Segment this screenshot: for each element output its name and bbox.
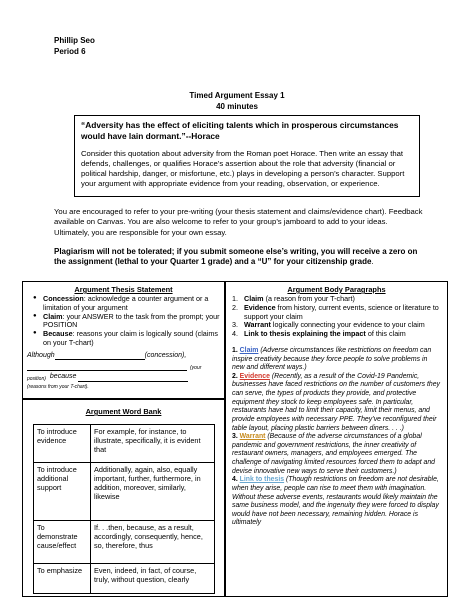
body-paragraphs-list bbox=[232, 295, 441, 339]
title-line-1: Timed Argument Essay 1 bbox=[189, 91, 285, 100]
thesis-title: Argument Thesis Statement bbox=[74, 285, 173, 294]
word-bank-label: To introduce additional support bbox=[34, 463, 91, 521]
plagiarism-part-2: for your citizenship grade bbox=[271, 257, 372, 267]
body-paragraph-item: 1. Claim (a reason from your T-chart) bbox=[232, 294, 355, 304]
essay-body bbox=[232, 347, 441, 528]
essay-evidence: 2. Evidence (Recently, as a result of the Covid-19 Pandemic, businesses have faced restrictions on the number of customers they can serve, the types of products they provide, and protective equipment they stock to keep employees safe. In particular, restaurants have had to limit their capacity, limit their menus, and provide employees with necessary PPE. They’ve reconfigured their table layout, placing plastic barriers between diners. . . .) bbox=[232, 372, 440, 432]
word-bank-title: Argument Word Bank bbox=[85, 407, 162, 416]
plagiarism-grade: “U” bbox=[257, 257, 272, 267]
position-blank[interactable] bbox=[27, 363, 187, 371]
student-header bbox=[54, 36, 95, 58]
body-paragraph-item: 4. Link to thesis explaining the impact of this claim bbox=[232, 329, 406, 339]
instructions-paragraph: You are encouraged to refer to your pre-writing (your thesis statement and claims/evidence chart). Feedback available on Canvas. You are also welcome to refer to your group’s jamboard to add to your ideas. Ultimately, you are responsible for your own essay. bbox=[54, 207, 423, 237]
essay-claim: 1. Claim (Adverse circumstances like restrictions on freedom can inspire creativity because they force people to solve problems in new and different ways.) bbox=[232, 346, 432, 372]
title-line-2: 40 minutes bbox=[216, 101, 258, 111]
thesis-item: ● Because: reasons your claim is logically sound (claims on your T-chart) bbox=[31, 330, 220, 348]
body-paragraph-item: 2. Evidence from history, current events, science or literature to support your claim bbox=[232, 302, 439, 321]
thesis-fill-row-3 bbox=[27, 373, 220, 382]
concession-label: (concession), bbox=[144, 351, 187, 359]
student-name: Phillip Seo bbox=[54, 36, 95, 45]
thesis-item: ● Concession: acknowledge a counter argument or a limitation of your argument bbox=[31, 295, 220, 313]
essay-warrant: 3. Warrant (Because of the adverse circumstances of a global pandemic and government restrictions, the inner creativity of restaurant owners, managers, and employees emerged. The challenge of navigating limited resources forced them to adapt and devise innovative new ways to serve their customers.) bbox=[232, 433, 436, 475]
word-bank-label: To demonstrate cause/effect bbox=[34, 521, 91, 564]
evidence-label: Evidence bbox=[239, 372, 270, 380]
your-label: (your bbox=[190, 365, 202, 372]
link-to-thesis-label: Link to thesis bbox=[239, 476, 285, 484]
although-label: Although bbox=[27, 351, 55, 359]
word-bank-row bbox=[34, 564, 215, 594]
body-paragraph-item: 3. Warrant logically connecting your evidence to your claim bbox=[232, 320, 425, 330]
prompt-box bbox=[74, 115, 420, 197]
body-paragraphs-box bbox=[225, 281, 448, 597]
word-bank-row bbox=[34, 521, 215, 564]
prompt-consider: Consider this quotation about adversity from the Roman poet Horace. Then write an essay that defends, challenges, or qualifies Horace’s assertion about the role that adversity (financial or political hardship, danger, or misfortune, etc.) plays in developing a person’s character. Support your argument with appropriate evidence from your reading, observation, or experience. bbox=[81, 149, 405, 189]
thesis-fill-row-2 bbox=[27, 363, 220, 371]
essay-link: 4. Link to thesis (Though restrictions on freedom are not desirable, when they arise, people can rise to meet them with imagination. Without these adverse events, restaurants would likely maintain the same business model, and the ingenuity they were forced to display would have not been necessary, remaining hidden. Horace is ultimately bbox=[232, 476, 439, 527]
because-label: because bbox=[49, 373, 77, 381]
reasons-blank[interactable] bbox=[78, 374, 188, 382]
position-label: position) bbox=[27, 375, 46, 382]
plagiarism-part-1: Plagiarism will not be tolerated; if you submit someone else’s writing, you will receive a zero on the assignment (lethal to your Quarter 1 grade) and a bbox=[54, 247, 418, 267]
word-bank-words: If. . .then, because, as a result, accordingly, consequently, hence, so, therefore, thus bbox=[91, 521, 215, 564]
thesis-item: ● Claim: your ANSWER to the task from the prompt; your POSITION bbox=[31, 313, 220, 331]
reasons-label: (reasons from your T-chart). bbox=[27, 383, 89, 390]
word-bank-row bbox=[34, 463, 215, 521]
thesis-list bbox=[31, 295, 220, 348]
concession-blank[interactable] bbox=[55, 352, 145, 360]
body-paragraphs-title: Argument Body Paragraphs bbox=[287, 285, 386, 294]
plagiarism-warning bbox=[54, 247, 426, 268]
plagiarism-end: . bbox=[371, 257, 374, 267]
student-period: Period 6 bbox=[54, 46, 86, 56]
word-bank-label: To emphasize bbox=[34, 564, 91, 594]
word-bank-table bbox=[33, 424, 215, 594]
word-bank-words: Even, indeed, in fact, of course, truly, without question, clearly bbox=[91, 564, 215, 594]
page-title bbox=[0, 91, 474, 113]
claim-label: Claim bbox=[239, 346, 259, 354]
word-bank-words: For example, for instance, to illustrate, specifically, it is evident that bbox=[91, 425, 215, 463]
word-bank-words: Additionally, again, also, equally important, further, furthermore, in addition, moreover, similarly, likewise bbox=[91, 463, 215, 521]
word-bank-row bbox=[34, 425, 215, 463]
warrant-label: Warrant bbox=[239, 433, 266, 441]
word-bank-label: To introduce evidence bbox=[34, 425, 91, 463]
prompt-quote: “Adversity has the effect of eliciting talents which in prosperous circumstances would have lain dormant.”--Horace bbox=[81, 120, 399, 141]
thesis-fill-row-1 bbox=[27, 352, 220, 361]
thesis-statement-box bbox=[22, 281, 225, 399]
